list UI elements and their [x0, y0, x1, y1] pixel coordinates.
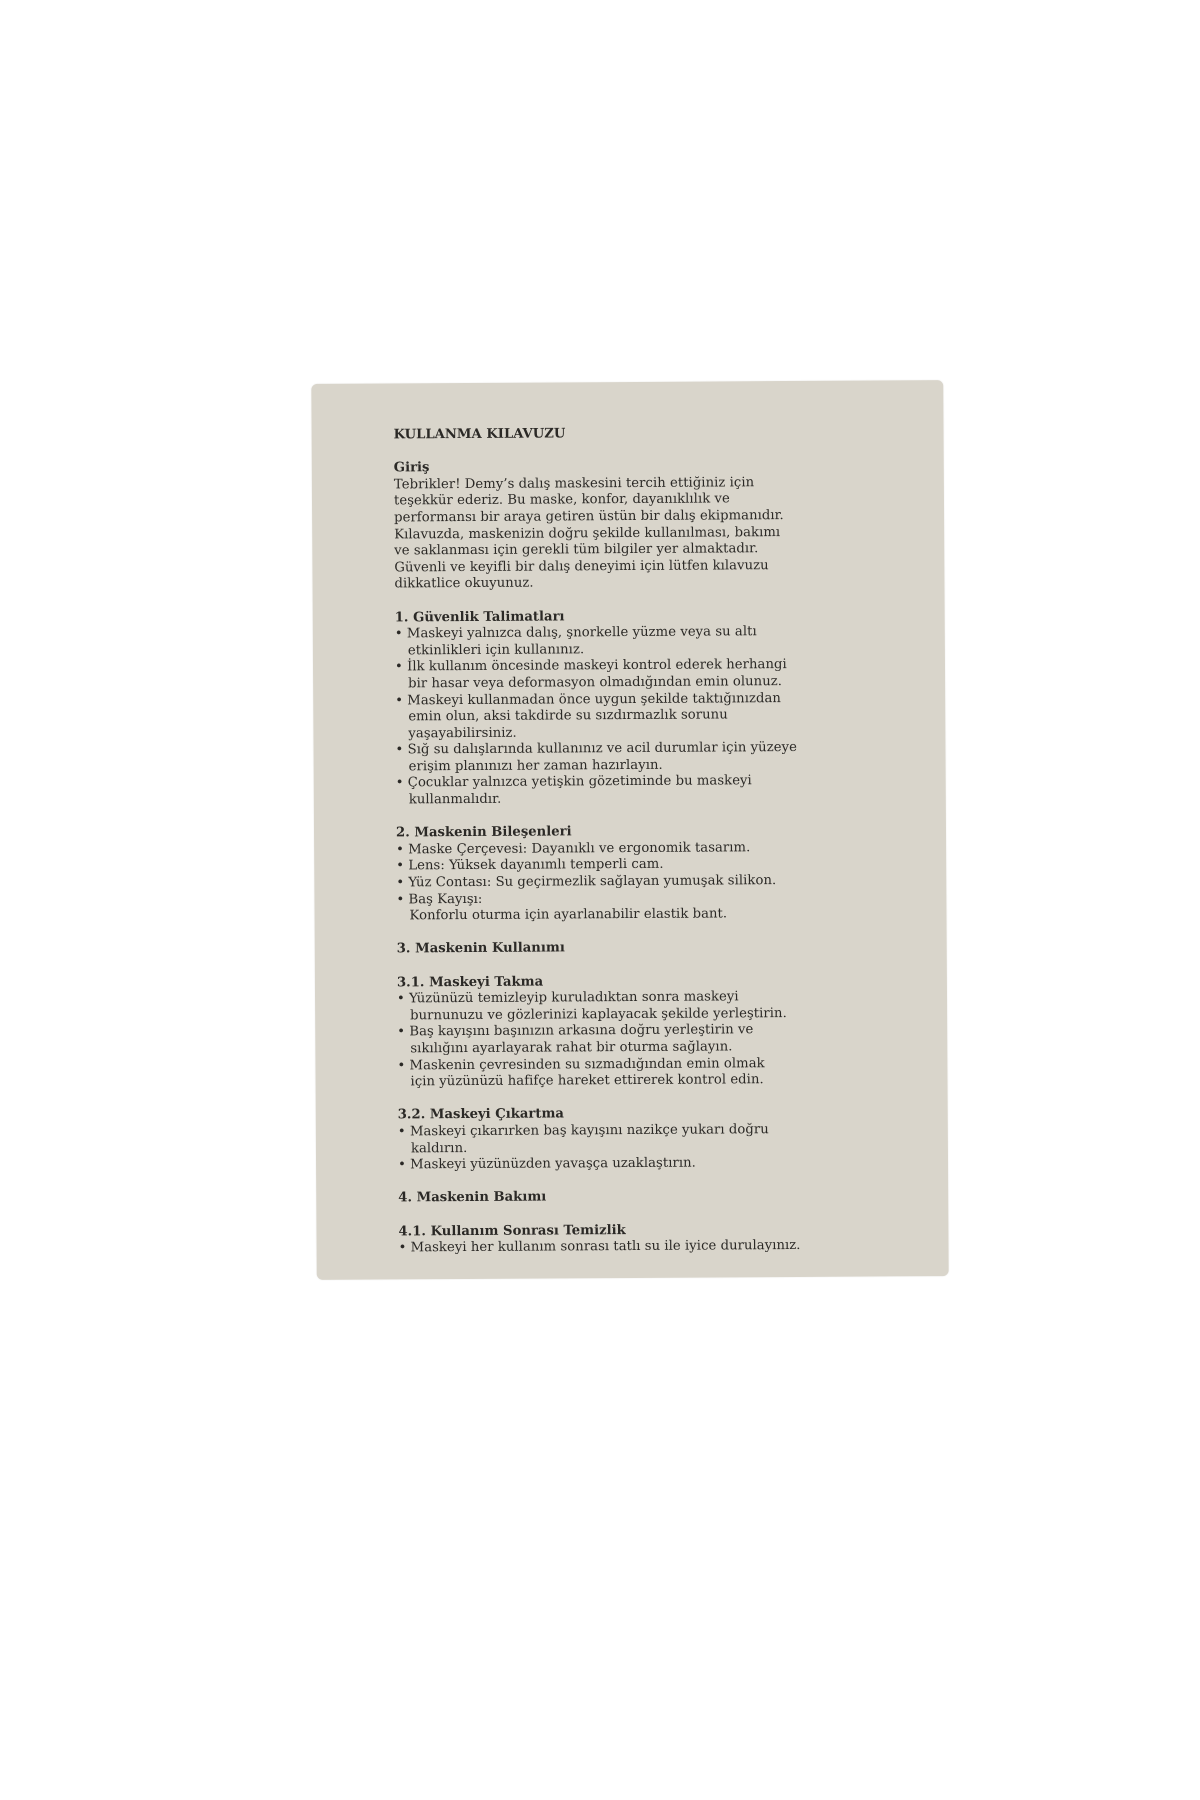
safety-bullet-continued: erişim planınızı her zaman hazırlayın.	[408, 757, 663, 775]
wearing-heading: 3.1. Maskeyi Takma	[396, 974, 544, 991]
cleaning-heading: 4.1. Kullanım Sonrası Temizlik	[398, 1222, 626, 1239]
wearing-bullet-continued: burnunuzu ve gözlerinizi kaplayacak şekilde yerleştirin.	[410, 1005, 787, 1024]
intro-line: ve saklanması için gerekli tüm bilgiler yer almaktadır.	[394, 541, 759, 559]
safety-bullet-continued: kullanmalıdır.	[408, 791, 502, 808]
usage-heading: 3. Maskenin Kullanımı	[396, 940, 565, 957]
intro-heading: Giriş	[393, 460, 430, 476]
components-heading: 2. Maskenin Bileşenleri	[395, 824, 572, 841]
safety-bullet: • Maskeyi kullanmadan önce uygun şekilde taktığınızdan	[395, 690, 905, 710]
wearing-bullet: • Maskenin çevresinden su sızmadığından emin olmak	[397, 1055, 907, 1075]
safety-bullet: • Çocuklar yalnızca yetişkin gözetiminde bu maskeyi	[396, 773, 906, 793]
removing-bullet: • Maskeyi yüzünüzden yavaşça uzaklaştırın.	[398, 1154, 908, 1174]
intro-line: performansı bir araya getiren üstün bir dalış ekipmanıdır.	[394, 508, 784, 526]
safety-bullet-continued: emin olun, aksi takdirde su sızdırmazlık sorunu	[408, 707, 728, 725]
care-heading: 4. Maskenin Bakımı	[398, 1189, 547, 1206]
safety-bullet: • Maskeyi yalnızca dalış, şnorkelle yüzme veya su altı	[395, 623, 905, 643]
components-bullet-continued: Konforlu oturma için ayarlanabilir elastik bant.	[409, 906, 728, 924]
components-bullet: • Maske Çerçevesi: Dayanıklı ve ergonomik tasarım.	[396, 839, 906, 859]
intro-line: Kılavuzda, maskenizin doğru şekilde kullanılması, bakımı	[394, 524, 781, 542]
components-bullet: • Yüz Contası: Su geçirmezlik sağlayan yumuşak silikon.	[396, 872, 906, 892]
wearing-bullet-continued: için yüzünüzü hafifçe hareket ettirerek kontrol edin.	[410, 1072, 764, 1090]
document-title: KULLANMA KILAVUZU	[393, 426, 566, 443]
components-bullet: • Baş Kayışı:	[396, 889, 906, 909]
components-bullet: • Lens: Yüksek dayanımlı temperli cam.	[396, 856, 906, 876]
safety-bullet-continued: yaşayabilirsiniz.	[408, 725, 517, 742]
cleaning-bullet: • Maskeyi her kullanım sonrası tatlı su ile iyice durulayınız.	[399, 1237, 909, 1257]
safety-bullet-continued: bir hasar veya deformasyon olmadığından emin olunuz.	[408, 673, 783, 692]
removing-bullet: • Maskeyi çıkarırken baş kayışını nazikçe yukarı doğru	[398, 1121, 908, 1141]
safety-heading: 1. Güvenlik Talimatları	[394, 608, 565, 625]
safety-bullet: • Sığ su dalışlarında kullanınız ve acil durumlar için yüzeye	[395, 740, 905, 760]
intro-line: Tebrikler! Demy’s dalış maskesini tercih ettiğiniz için	[393, 475, 755, 493]
wearing-bullet: • Baş kayışını başınızın arkasına doğru yerleştirin ve	[397, 1022, 907, 1042]
intro-line: Güvenli ve keyifli bir dalış deneyimi için lütfen kılavuzu	[394, 557, 769, 576]
intro-line: dikkatlice okuyunuz.	[394, 575, 534, 592]
wearing-bullet: • Yüzünüzü temizleyip kuruladıktan sonra maskeyi	[397, 988, 907, 1008]
instruction-card	[311, 380, 948, 1280]
intro-line: teşekkür ederiz. Bu maske, konfor, dayanıklılık ve	[393, 491, 730, 509]
safety-bullet: • İlk kullanım öncesinde maskeyi kontrol ederek herhangi	[395, 657, 905, 677]
wearing-bullet-continued: sıkılığını ayarlayarak rahat bir oturma sağlayın.	[410, 1039, 733, 1057]
safety-bullet-continued: etkinlikleri için kullanınız.	[407, 641, 585, 659]
removing-bullet-continued: kaldırın.	[410, 1140, 468, 1156]
removing-heading: 3.2. Maskeyi Çıkartma	[397, 1106, 564, 1123]
